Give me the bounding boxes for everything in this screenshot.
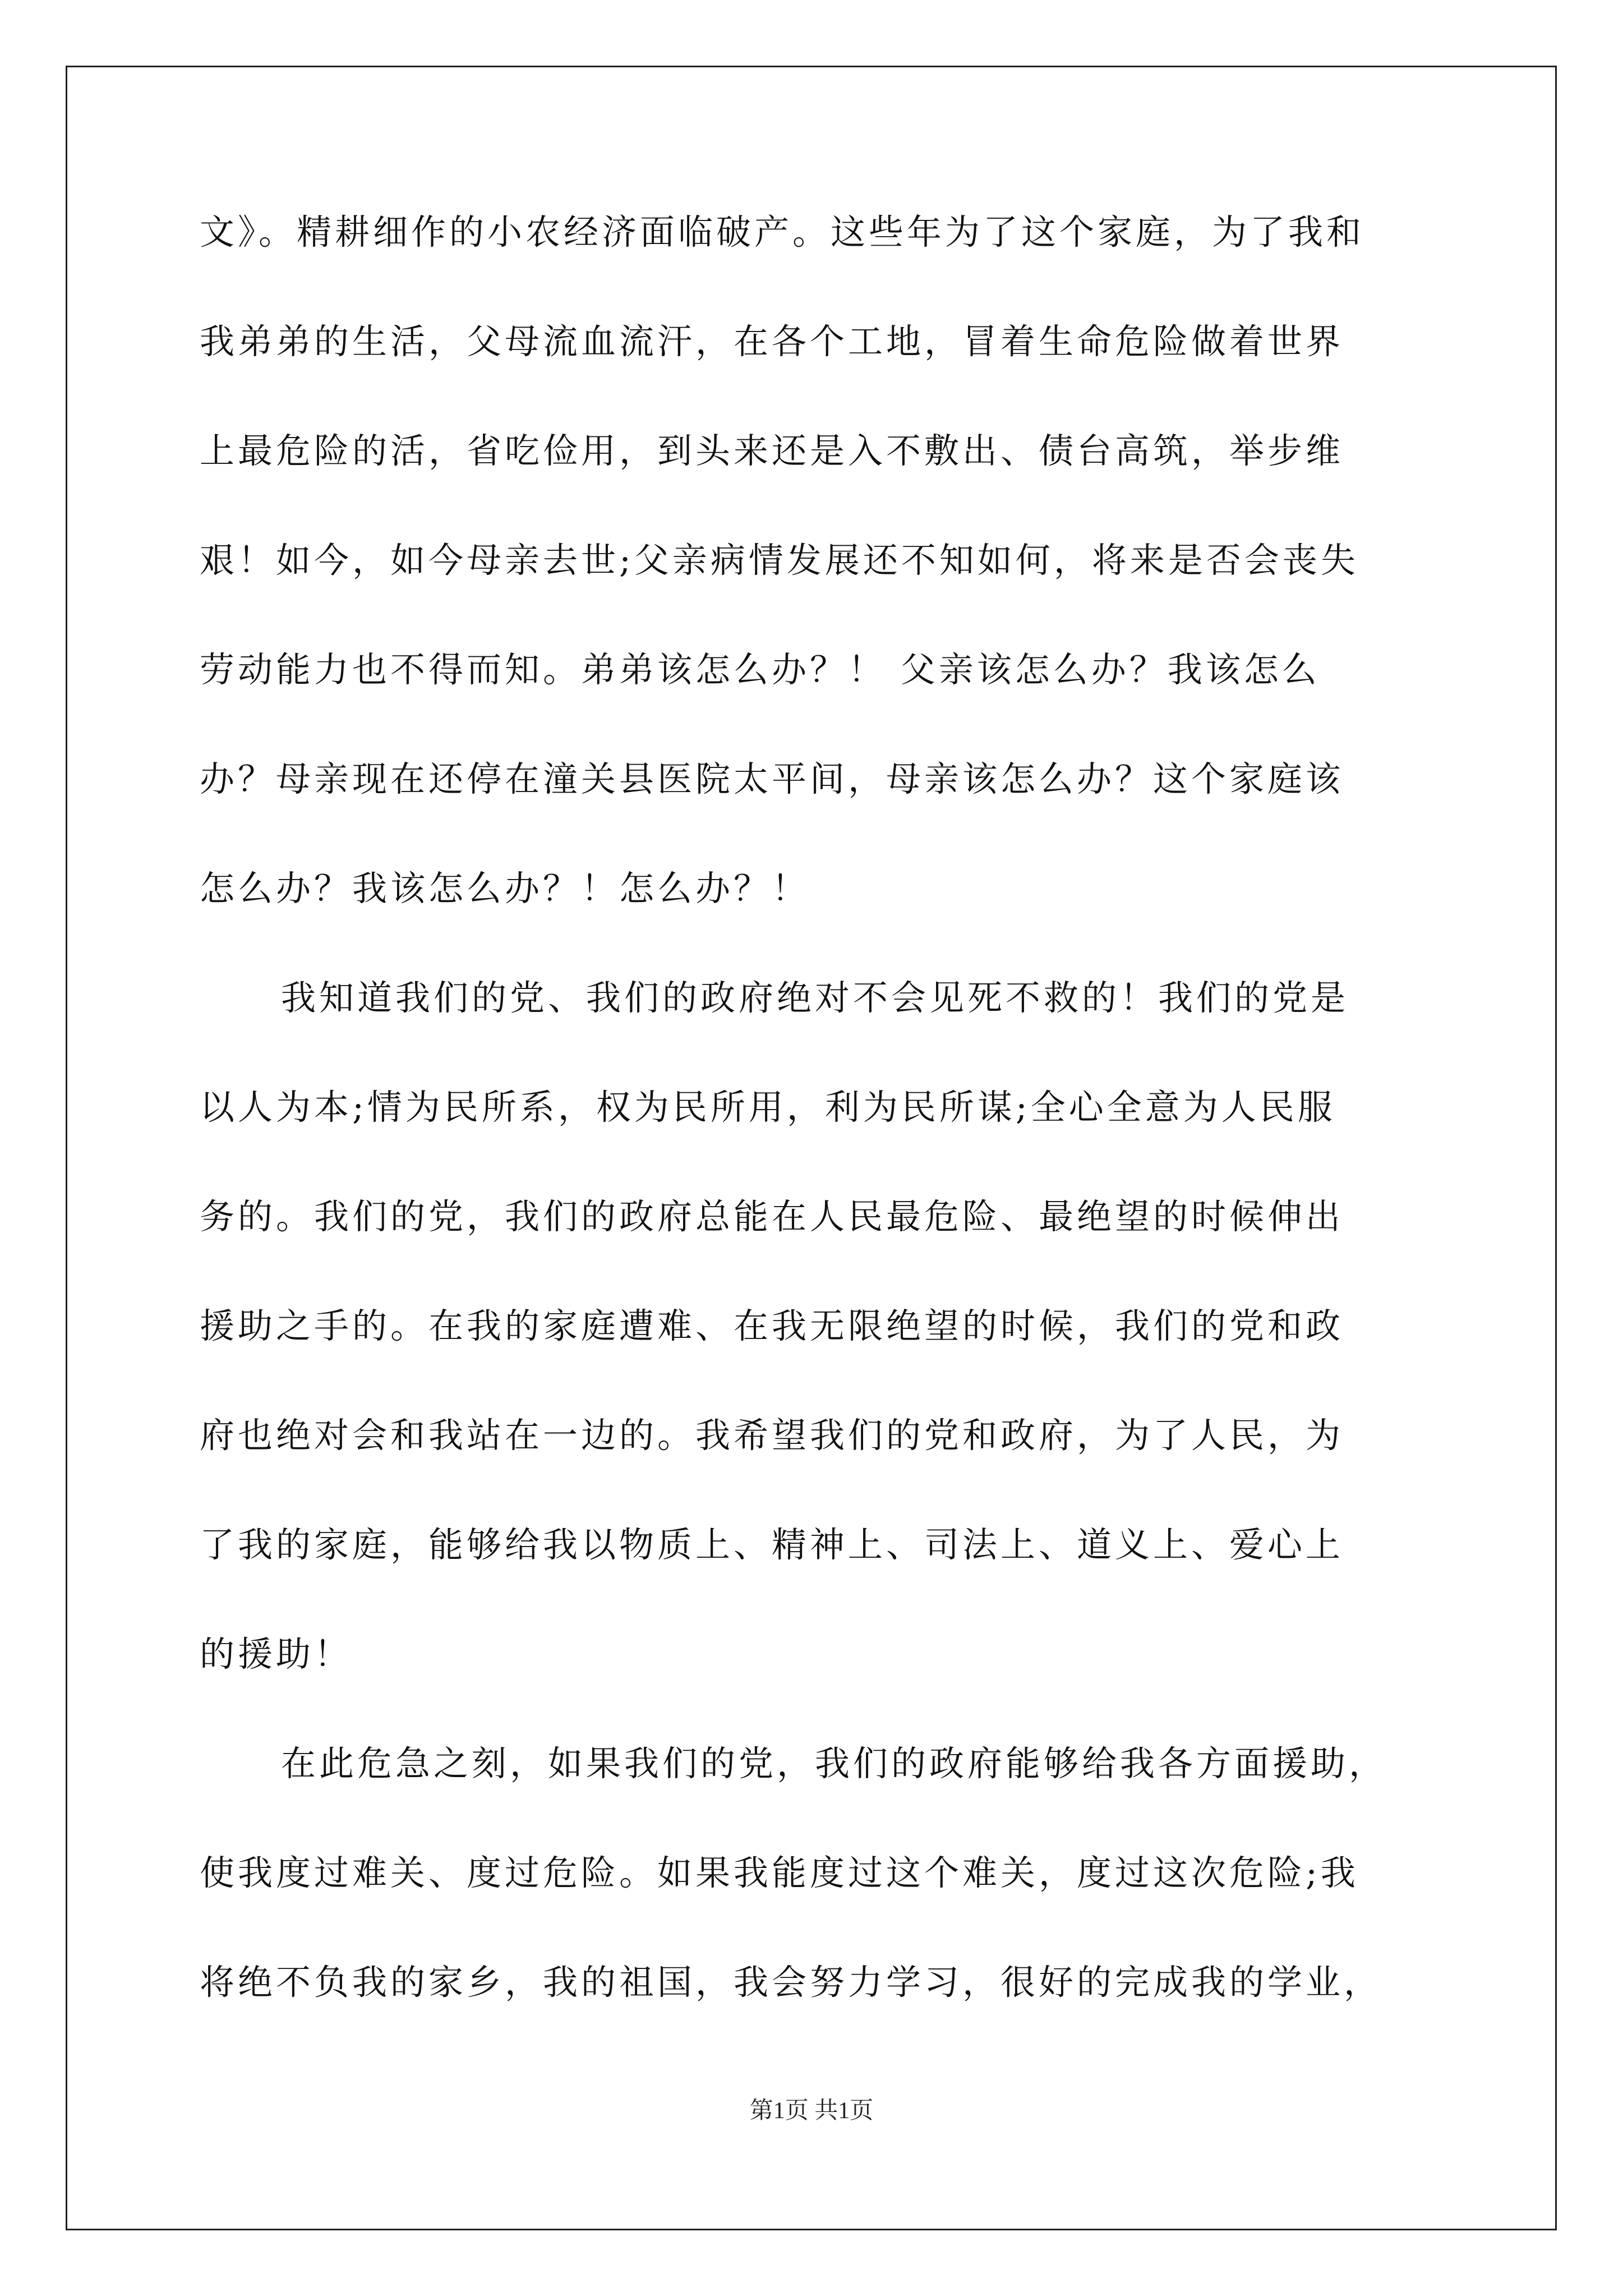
text-line: 劳动能力也不得而知。弟弟该怎么办？！ 父亲该怎么办？我该怎么	[200, 649, 1320, 690]
paragraph-start-line: 我知道我们的党、我们的政府绝对不会见死不救的！我们的党是	[281, 977, 1349, 1018]
text-line: 的援助！	[200, 1634, 353, 1674]
text-line: 援助之手的。在我的家庭遭难、在我无限绝望的时候，我们的党和政	[200, 1305, 1344, 1346]
text-line: 艰！如今，如今母亲去世;父亲病情发展还不知如何，将来是否会丧失	[200, 540, 1359, 581]
text-line: 文》。精耕细作的小农经济面临破产。这些年为了这个家庭，为了我和	[200, 211, 1365, 252]
paragraph-start-line: 在此危急之刻，如果我们的党，我们的政府能够给我各方面援助，	[281, 1743, 1387, 1784]
document-body	[200, 211, 1422, 2074]
page-footer: 第1页 共1页	[749, 2098, 874, 2124]
text-line: 我弟弟的生活，父母流血流汗，在各个工地，冒着生命危险做着世界	[200, 321, 1344, 362]
text-line: 怎么办？我该怎么办？！怎么办？！	[200, 868, 810, 909]
text-line: 以人为本;情为民所系，权为民所用，利为民所谋;全心全意为人民服	[200, 1087, 1336, 1128]
text-line: 使我度过难关、度过危险。如果我能度过这个难关，度过这次危险;我	[200, 1852, 1359, 1893]
text-line: 务的。我们的党，我们的政府总能在人民最危险、最绝望的时候伸出	[200, 1196, 1344, 1237]
text-line: 府也绝对会和我站在一边的。我希望我们的党和政府，为了人民，为	[200, 1415, 1344, 1456]
text-line: 办？母亲现在还停在潼关县医院太平间，母亲该怎么办？这个家庭该	[200, 758, 1344, 799]
text-line: 上最危险的活，省吃俭用，到头来还是入不敷出、债台高筑，举步维	[200, 430, 1344, 471]
text-line: 将绝不负我的家乡，我的祖国，我会努力学习，很好的完成我的学业，	[200, 1962, 1382, 2003]
text-line: 了我的家庭，能够给我以物质上、精神上、司法上、道义上、爱心上	[200, 1524, 1344, 1565]
